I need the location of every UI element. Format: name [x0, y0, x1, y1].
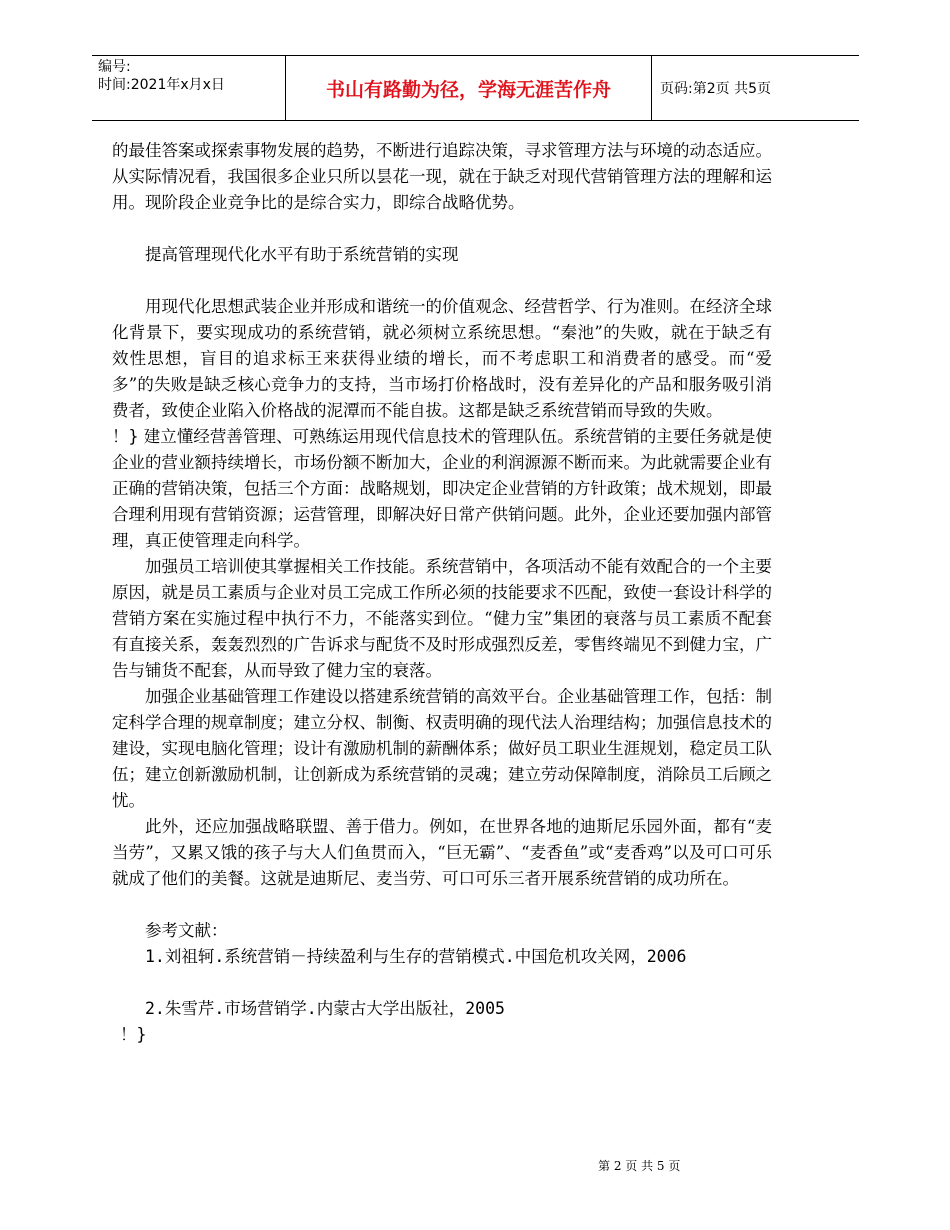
paragraph-culture: 用现代化思想武装企业并形成和谐统一的价值观念、经营哲学、行为准则。在经济全球化背景下，要实现成功的系统营销，就必须树立系统思想。“秦池”的失败，就在于缺乏有效性思想，盲目的追求标王来获得业绩的增长，而不考虑职工和消费者的感受。而“爱多”的失败是缺乏核心竞争力的支持，当市场打价格战时，没有差异化的产品和服务吸引消费者，致使企业陷入价格战的泥潭而不能自拔。这都是缺乏系统营销而导致的失败。	[112, 297, 772, 420]
paragraph-continuation: 的最佳答案或探索事物发展的趋势，不断进行追踪决策，寻求管理方法与环境的动态适应。从实际情况看，我国很多企业只所以昙花一现，就在于缺乏对现代营销管理方法的理解和运用。现阶段企业竞争比的是综合实力，即综合战略优势。	[112, 141, 772, 212]
paragraph-training: 加强员工培训使其掌握相关工作技能。系统营销中，各项活动不能有效配合的一个主要原因，就是员工素质与企业对员工完成工作所必须的技能要求不匹配，致使一套设计科学的营销方案在实施过程中执行不力，不能落实到位。“健力宝”集团的衰落与员工素质不配套有直接关系，轰轰烈烈的广告诉求与配货不及时形成强烈反差，零售终端见不到健力宝，广告与铺货不配套，从而导致了健力宝的衰落。	[112, 557, 772, 680]
reference-item-1: 1.刘祖轲.系统营销－持续盈利与生存的营销模式.中国危机攻关网，2006	[145, 947, 687, 966]
reference-item-2: 2.朱雪芹.市场营销学.内蒙古大学出版社，2005	[145, 999, 505, 1018]
doc-id-label: 编号:	[98, 59, 131, 75]
section-heading: 提高管理现代化水平有助于系统营销的实现	[145, 245, 459, 264]
header-motto: 书山有路勤为径，学海无涯苦作舟	[286, 56, 652, 120]
references-title: 参考文献：	[145, 921, 228, 940]
trailing-mark: ！}	[120, 1025, 147, 1044]
document-body	[112, 138, 772, 1048]
header-meta	[92, 56, 286, 120]
paragraph-alliance: 此外，还应加强战略联盟、善于借力。例如，在世界各地的迪斯尼乐园外面，都有“麦当劳”，又累又饿的孩子与大人们鱼贯而入，“巨无霸”、“麦香鱼”或“麦香鸡”以及可口可乐就成了他们的美餐。这就是迪斯尼、麦当劳、可口可乐三者开展系统营销的成功所在。	[112, 817, 772, 888]
header-page-info: 页码:第2页 共5页	[660, 81, 771, 97]
page-footer: 第 2 页 共 5 页	[598, 1159, 681, 1173]
page-header	[92, 55, 859, 121]
paragraph-infrastructure: 加强企业基础管理工作建设以搭建系统营销的高效平台。企业基础管理工作，包括：制定科学合理的规章制度；建立分权、制衡、权责明确的现代法人治理结构；加强信息技术的建设，实现电脑化管理；设计有激励机制的薪酬体系；做好员工职业生涯规划，稳定员工队伍；建立创新激励机制，让创新成为系统营销的灵魂；建立劳动保障制度，消除员工后顾之忧。	[112, 687, 772, 810]
paragraph-management-team	[112, 424, 772, 554]
stray-mark: ！}	[112, 427, 139, 446]
doc-time-label: 时间:2021年x月x日	[98, 77, 225, 93]
paragraph-management-text: 建立懂经营善管理、可熟练运用现代信息技术的管理队伍。系统营销的主要任务就是使企业的营业额持续增长，市场份额不断加大，企业的利润源源不断而来。为此就需要企业有正确的营销决策，包括三个方面：战略规划，即决定企业营销的方针政策；战术规划，即最合理利用现有营销资源；运营管理，即解决好日常产供销问题。此外，企业还要加强内部管理，真正使管理走向科学。	[112, 427, 772, 550]
